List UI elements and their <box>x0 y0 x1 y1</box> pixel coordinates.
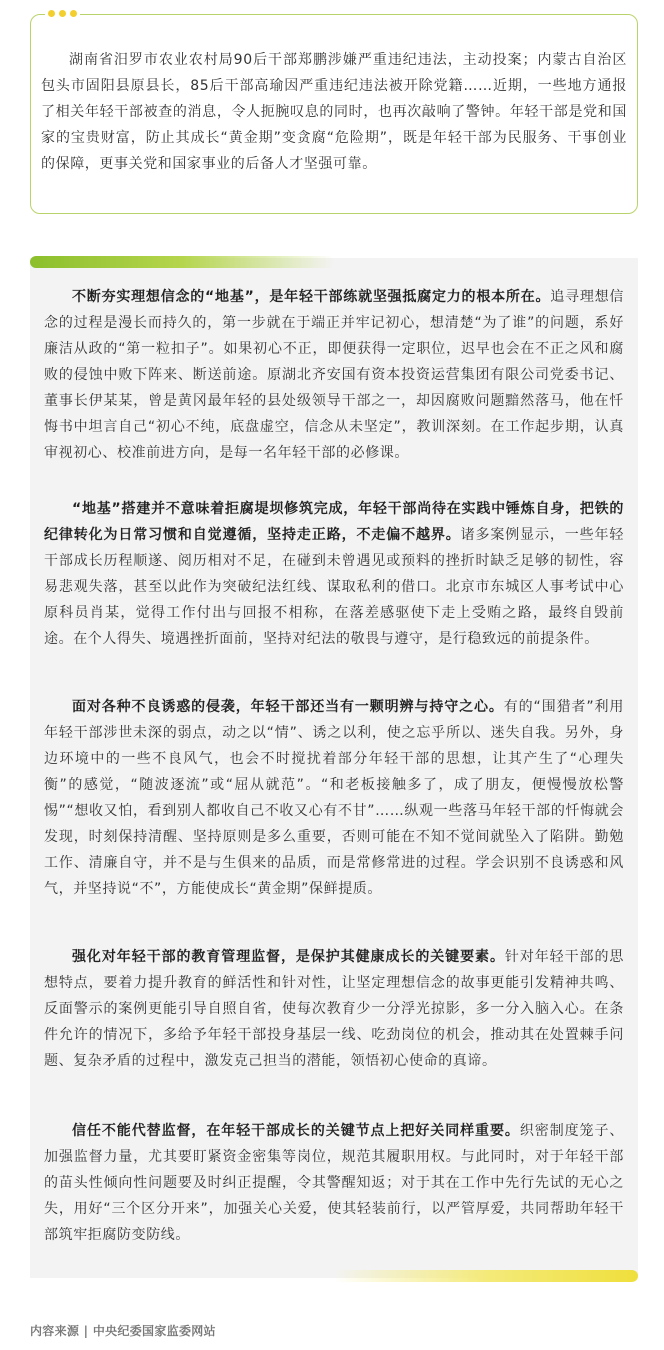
top-accent-bar <box>30 256 334 268</box>
article-paragraph-2 <box>44 496 624 652</box>
paragraph-body: 追寻理想信念的过程是漫长而持久的，第一步就在于端正并牢记初心，想清楚“为了谁”的问题，系好廉洁从政的“第一粒扣子”。如果初心不正，即便获得一定职位，迟早也会在不正之风和腐败的侵蚀中败下阵来、断送前途。原湖北齐安国有资本投资运营集团有限公司党委书记、董事长伊某某，曾是黄冈最年轻的县处级领导干部之一，却因腐败问题黯然落马，他在忏悔书中坦言自己“初心不纯，底盘虚空，信念从未坚定”，教训深刻。在工作起步期，认真审视初心、校准前进方向，是每一名年轻干部的必修课。 <box>44 289 625 461</box>
decorative-dots <box>45 10 80 17</box>
intro-box <box>30 14 638 214</box>
dot-icon <box>48 10 55 17</box>
article-paragraph-5 <box>44 1118 624 1248</box>
paragraph-lead: 不断夯实理想信念的“地基”，是年轻干部练就坚强抵腐定力的根本所在。 <box>72 289 551 305</box>
paragraph-lead: 面对各种不良诱惑的侵袭，年轻干部还当有一颗明辨与持守之心。 <box>72 699 504 715</box>
article-paragraph-3 <box>44 694 624 902</box>
article-paragraph-1 <box>44 284 624 466</box>
intro-paragraph: 湖南省汨罗市农业农村局90后干部郑鹏涉嫌严重违纪违法，主动投案；内蒙古自治区包头市固阳县原县长，85后干部高瑜因严重违纪违法被开除党籍……近期，一些地方通报了相关年轻干部被查的消息，令人扼腕叹息的同时，也再次敲响了警钟。年轻干部是党和国家的宝贵财富，防止其成长“黄金期”变贪腐“危险期”，既是年轻干部为民服务、干事创业的保障，更事关党和国家事业的后备人才坚强可靠。 <box>41 52 627 172</box>
article-paragraph-4 <box>44 944 624 1074</box>
paragraph-body: 有的“围猎者”利用年轻干部涉世未深的弱点，动之以“情”、诱之以利，使之忘乎所以、迷失自我。另外，身边环境中的一些不良风气，也会不时搅扰着部分年轻干部的思想，让其产生了“心理失衡”的感觉，“随波逐流”或“屈从就范”。“和老板接触多了，成了朋友，便慢慢放松警惕”“想收又怕，看到别人都收自己不收又心有不甘”……纵观一些落马年轻干部的忏悔就会发现，时刻保持清醒、坚持原则是多么重要，否则可能在不知不觉间就坠入了陷阱。勤勉工作、清廉自守，并不是与生俱来的品质，而是常修常进的过程。学会识别不良诱惑和风气，并坚持说“不”，方能使成长“黄金期”保鲜提质。 <box>44 699 624 897</box>
dot-icon <box>70 10 77 17</box>
dot-icon <box>59 10 66 17</box>
bottom-accent-bar <box>334 1270 638 1282</box>
paragraph-lead: 强化对年轻干部的教育管理监督，是保护其健康成长的关键要素。 <box>72 949 505 965</box>
source-credit: 内容来源 | 中央纪委国家监委网站 <box>30 1324 216 1338</box>
paragraph-body: 针对年轻干部的思想特点，要着力提升教育的鲜活性和针对性，让坚定理想信念的故事更能引发精神共鸣、反面警示的案例更能引导自照自省，使每次教育少一分浮光掠影，多一分入脑入心。在条件允许的情况下，多给予年轻干部投身基层一线、吃劲岗位的机会，推动其在处置棘手问题、复杂矛盾的过程中，激发克己担当的潜能，领悟初心使命的真谛。 <box>44 949 624 1069</box>
paragraph-body: 诸多案例显示，一些年轻干部成长历程顺遂、阅历相对不足，在碰到未曾遇见或预料的挫折时缺乏足够的韧性，容易悲观失落，甚至以此作为突破纪法红线、谋取私利的借口。北京市东城区人事考试中心原科员肖某，觉得工作付出与回报不相称，在落差感驱使下走上受贿之路，最终自毁前途。在个人得失、境遇挫折面前，坚持对纪法的敬畏与遵守，是行稳致远的前提条件。 <box>44 527 624 647</box>
paragraph-lead: 信任不能代替监督，在年轻干部成长的关键节点上把好关同样重要。 <box>72 1123 520 1139</box>
paragraph-lead: “地基”搭建并不意味着拒腐堤坝修筑完成，年轻干部尚待在实践中锤炼自身，把铁的纪律转化为日常习惯和自觉遵循，坚持走正路，不走偏不越界。 <box>44 501 624 543</box>
paragraph-body: 织密制度笼子、加强监督力量，尤其要盯紧资金密集等岗位，规范其履职用权。与此同时，对于年轻干部的苗头性倾向性问题要及时纠正提醒，令其警醒知返；对于其在工作中先行先试的无心之失，用好“三个区分开来”，加强关心关爱，使其轻装前行，以严管厚爱，共同帮助年轻干部筑牢拒腐防变防线。 <box>44 1123 625 1243</box>
